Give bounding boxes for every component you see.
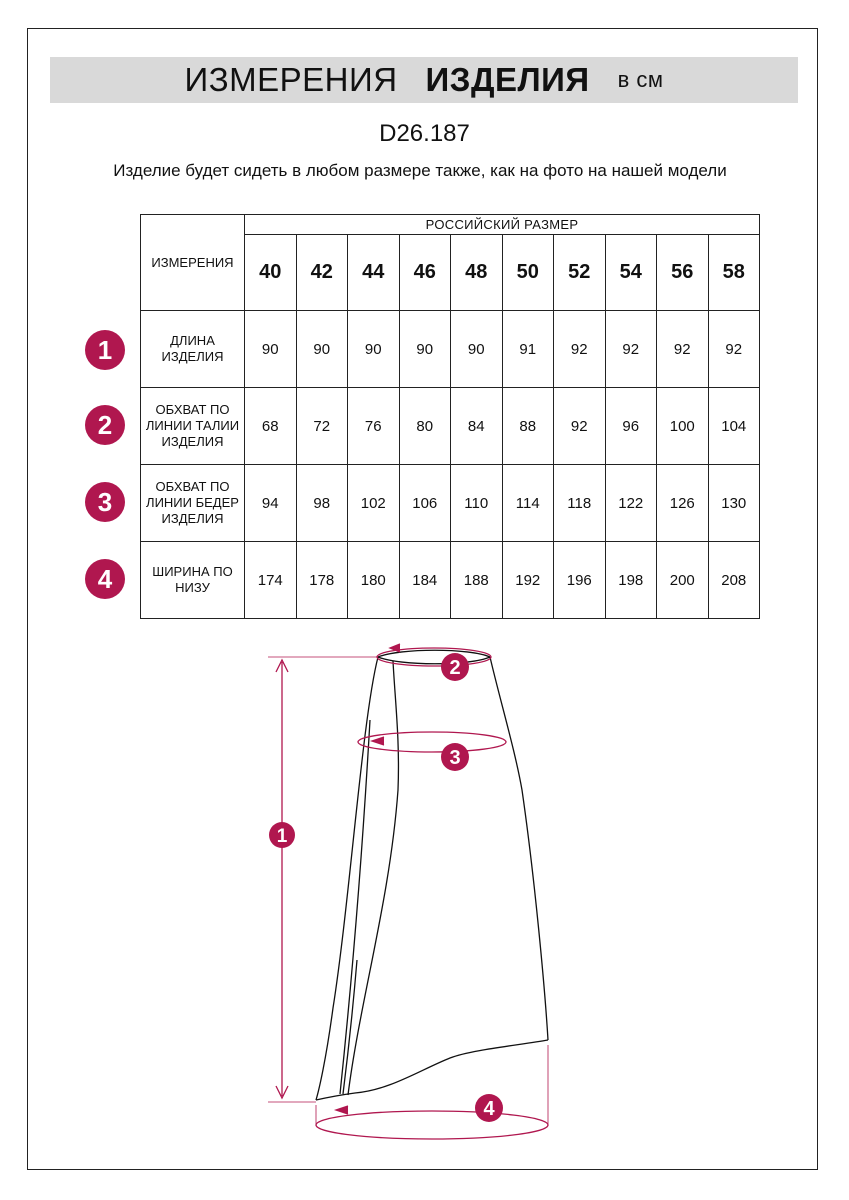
table-cell: 88: [502, 388, 554, 465]
table-cell: 196: [554, 542, 606, 619]
table-cell: 188: [451, 542, 503, 619]
table-cell: 91: [502, 311, 554, 388]
table-cell: 198: [605, 542, 657, 619]
table-cell: 104: [708, 388, 760, 465]
fit-note: Изделие будет сидеть в любом размере также, как на фото на нашей модели: [113, 161, 727, 180]
measure-header: ИЗМЕРЕНИЯ: [141, 215, 245, 311]
row-label-waist: ОБХВАТ ПО ЛИНИИ ТАЛИИ ИЗДЕЛИЯ: [141, 388, 245, 465]
table-cell: 72: [296, 388, 348, 465]
diagram-marker-4: [475, 1094, 503, 1122]
table-cell: 92: [554, 311, 606, 388]
row-badge-3: 3: [85, 482, 125, 522]
size-header: 44: [348, 235, 400, 311]
row-label-hips: ОБХВАТ ПО ЛИНИИ БЕДЕР ИЗДЕЛИЯ: [141, 465, 245, 542]
size-header: 46: [399, 235, 451, 311]
article-number: D26.187: [379, 120, 470, 147]
row-badge-1: 1: [85, 330, 125, 370]
table-cell: 122: [605, 465, 657, 542]
size-header: 54: [605, 235, 657, 311]
title-measurements: ИЗМЕРЕНИЯ: [184, 61, 398, 98]
table-cell: 200: [657, 542, 709, 619]
table-cell: 92: [657, 311, 709, 388]
hem-measure: [316, 1045, 548, 1139]
table-cell: 192: [502, 542, 554, 619]
size-header: 40: [245, 235, 297, 311]
table-cell: 114: [502, 465, 554, 542]
table-cell: 126: [657, 465, 709, 542]
size-header: 52: [554, 235, 606, 311]
table-cell: 90: [451, 311, 503, 388]
table-cell: 106: [399, 465, 451, 542]
table-cell: 96: [605, 388, 657, 465]
waist-measure: [377, 644, 491, 666]
svg-text:2: 2: [449, 657, 461, 679]
diagram-marker-3: [441, 743, 469, 771]
svg-text:1: 1: [276, 826, 288, 847]
table-cell: 76: [348, 388, 400, 465]
svg-text:4: 4: [483, 1098, 495, 1120]
table-cell: 174: [245, 542, 297, 619]
size-header: 42: [296, 235, 348, 311]
table-cell: 102: [348, 465, 400, 542]
table-cell: 90: [348, 311, 400, 388]
skirt-outline: [316, 650, 548, 1100]
row-badge-2: 2: [85, 405, 125, 445]
row-badge-4: 4: [85, 559, 125, 599]
table-cell: 94: [245, 465, 297, 542]
diagram-marker-2: [441, 653, 469, 681]
size-header: 56: [657, 235, 709, 311]
table-cell: 100: [657, 388, 709, 465]
table-cell: 184: [399, 542, 451, 619]
table-cell: 92: [605, 311, 657, 388]
title-unit: в см: [617, 67, 664, 92]
table-cell: 90: [245, 311, 297, 388]
table-cell: 178: [296, 542, 348, 619]
svg-text:3: 3: [449, 747, 461, 769]
size-header: 48: [451, 235, 503, 311]
row-label-hem-width: ШИРИНА ПО НИЗУ: [141, 542, 245, 619]
table-cell: 130: [708, 465, 760, 542]
table-cell: 118: [554, 465, 606, 542]
table-cell: 90: [296, 311, 348, 388]
size-header: 58: [708, 235, 760, 311]
table-cell: 92: [708, 311, 760, 388]
table-cell: 98: [296, 465, 348, 542]
row-label-length: ДЛИНА ИЗДЕЛИЯ: [141, 311, 245, 388]
table-cell: 84: [451, 388, 503, 465]
table-cell: 208: [708, 542, 760, 619]
hip-measure: [358, 732, 506, 752]
title-product: ИЗДЕЛИЯ: [425, 61, 590, 98]
table-cell: 68: [245, 388, 297, 465]
size-group-header: РОССИЙСКИЙ РАЗМЕР: [245, 215, 760, 235]
length-measure: [268, 657, 378, 1102]
table-cell: 110: [451, 465, 503, 542]
table-cell: 92: [554, 388, 606, 465]
table-cell: 180: [348, 542, 400, 619]
table-cell: 90: [399, 311, 451, 388]
diagram-marker-1: [269, 822, 295, 848]
table-cell: 80: [399, 388, 451, 465]
size-header: 50: [502, 235, 554, 311]
